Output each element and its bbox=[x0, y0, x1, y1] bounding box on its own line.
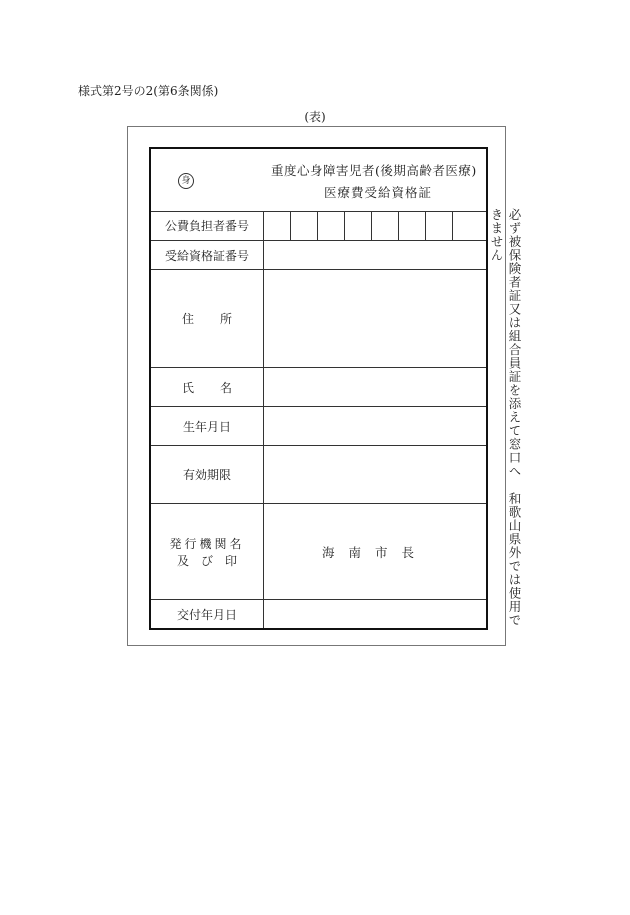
label-payer-number: 公費負担者番号 bbox=[151, 211, 264, 240]
seal-mark-icon: 身 bbox=[178, 173, 194, 189]
label-validity: 有効期限 bbox=[151, 446, 264, 503]
digit-box bbox=[318, 211, 345, 240]
digit-box bbox=[453, 211, 480, 240]
value-issue-date bbox=[264, 600, 486, 628]
label-name: 氏名 bbox=[151, 368, 264, 406]
row-validity bbox=[151, 446, 486, 504]
digit-box bbox=[264, 211, 291, 240]
form-number-title: 様式第2号の2(第6条関係) bbox=[78, 84, 219, 98]
row-address bbox=[151, 270, 486, 368]
certificate-header bbox=[151, 149, 486, 212]
side-note-part1: 必ず被保険者証又は組合員証を添えて窓口へ bbox=[507, 208, 522, 478]
value-recipient-number bbox=[264, 241, 486, 269]
certificate-card bbox=[149, 147, 488, 630]
value-birthdate bbox=[264, 407, 486, 445]
digit-box bbox=[426, 211, 453, 240]
certificate-title-line2: 医療費受給資格証 bbox=[324, 185, 433, 200]
row-recipient-number bbox=[151, 241, 486, 270]
digit-box bbox=[345, 211, 372, 240]
value-issuer-mayor: 海南市長 bbox=[321, 544, 428, 560]
payer-number-digit-boxes bbox=[264, 211, 480, 240]
value-address bbox=[264, 270, 486, 367]
digit-box bbox=[399, 211, 426, 240]
value-name bbox=[264, 368, 486, 406]
label-address: 住所 bbox=[151, 270, 264, 367]
digit-box bbox=[372, 211, 399, 240]
side-note-part2: 和歌山県外では使用できません bbox=[489, 208, 522, 627]
label-issue-date: 交付年月日 bbox=[151, 600, 264, 628]
row-name bbox=[151, 368, 486, 407]
row-birthdate bbox=[151, 407, 486, 446]
label-issuer bbox=[151, 504, 264, 599]
certificate-title-line1: 重度心身障害児者(後期高齢者医療) bbox=[271, 163, 477, 178]
label-birthdate: 生年月日 bbox=[151, 407, 264, 445]
label-recipient-number: 受給資格証番号 bbox=[151, 241, 264, 269]
label-issuer-line2: 及び印 bbox=[176, 553, 249, 568]
value-validity bbox=[264, 446, 486, 503]
label-issuer-line1: 発行機関名 bbox=[169, 536, 245, 551]
row-issuer bbox=[151, 504, 486, 600]
row-issue-date bbox=[151, 600, 486, 628]
digit-box bbox=[291, 211, 318, 240]
row-payer-number bbox=[151, 211, 486, 241]
vertical-side-note bbox=[487, 208, 523, 628]
side-indicator: (表) bbox=[304, 110, 326, 124]
